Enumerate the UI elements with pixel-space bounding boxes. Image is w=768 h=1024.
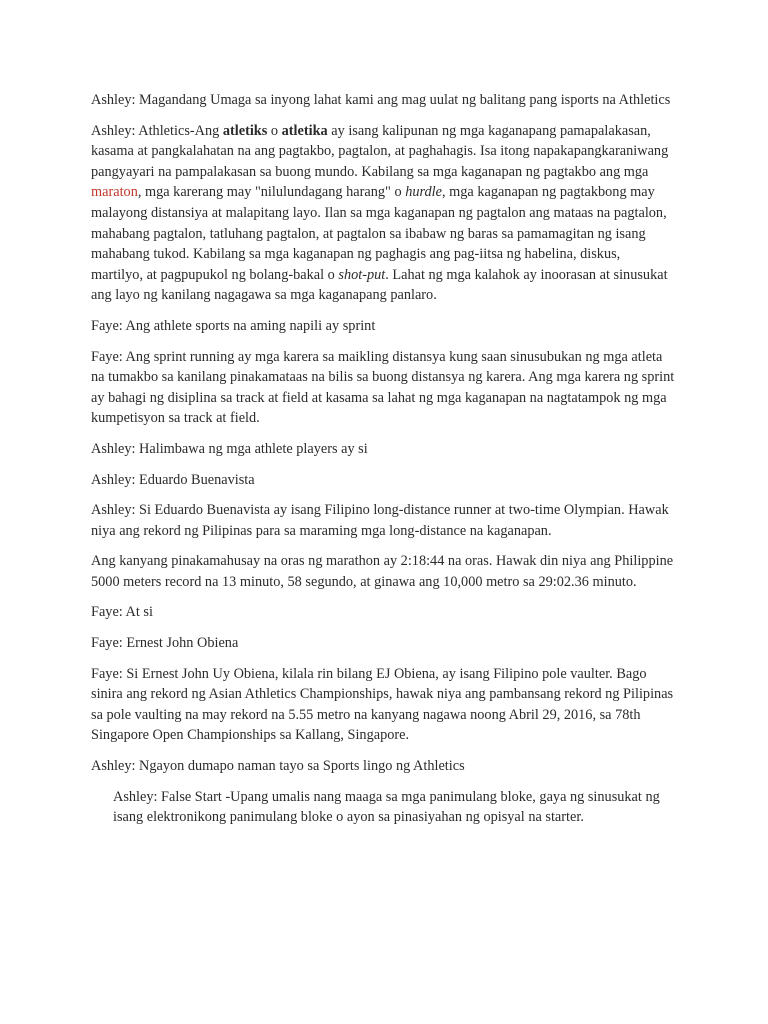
- paragraph-intro: Ashley: Magandang Umaga sa inyong lahat kami ang mag uulat ng balitang pang isports na Athletics: [91, 92, 671, 108]
- text-segment: . Lahat ng mga kalahok ay inoorasan at sinusukat ang layo ng kanilang nagagawa sa mga kaganapang panlaro.: [91, 266, 668, 304]
- paragraph-obiena-bio: Faye: Si Ernest John Uy Obiena, kilala rin bilang EJ Obiena, ay isang Filipino pole vaulter. Bago sinira ang rekord ng Asian Athletics Championships, hawak niya ang pambansang rekord ng Pilipinas sa pole vaulting na may rekord na 5.55 metro na kanyang nagawa noong Abril 29, 2016, sa 78th Singapore Open Championships sa Kallang, Singapore.: [91, 665, 674, 744]
- paragraph-athlete-name-2: Faye: Ernest John Obiena: [91, 635, 239, 652]
- term-atletiks: atletiks: [222, 122, 268, 139]
- paragraph-buenavista-bio: Ashley: Si Eduardo Buenavista ay isang Filipino long-distance runner at two-time Olympian. Hawak niya ang rekord ng Pilipinas para sa maraming mga long-distance na kaganapan.: [91, 502, 669, 539]
- term-atletika: atletika: [281, 122, 328, 139]
- term-hurdle: hurdle: [405, 184, 442, 201]
- paragraph-sport-choice: Faye: Ang athlete sports na aming napili ay sprint: [91, 317, 376, 334]
- paragraph-athlete-name-1: Ashley: Eduardo Buenavista: [91, 471, 255, 488]
- text-segment: ay isang kalipunan ng mga kaganapang pamapalakasan, kasama at pangkalahatan na ang pagtakbo, pagtalon, at paghahagis. Isa itong napakapangkaraniwang pangyayari na pampalakasan sa buong mundo. Kabilang sa mga kaganapan ng pagtakbo ang mga: [91, 122, 669, 180]
- paragraph-example-intro: Ashley: Halimbawa ng mga athlete players ay si: [91, 440, 368, 457]
- document-body: [91, 90, 675, 838]
- paragraph-sprint-definition: Faye: Ang sprint running ay mga karera sa maikling distansya kung saan sinusubukan ng mga atleta na tumakbo sa kanilang pinakamataas na bilis sa buong distansya ng karera. Ang mga karera ng sprint ay bahagi ng disiplina sa track at field at kasama sa lahat ng mga kaganapan na nagtatampok ng mga kumpetisyon sa track at field.: [91, 348, 675, 427]
- paragraph-false-start: Ashley: False Start -Upang umalis nang maaga sa mga panimulang bloke, gaya ng sinusukat ng isang elektronikong panimulang bloke o ayon sa pinasiyahan ng opisyal na starter.: [113, 788, 660, 826]
- text-segment: , mga kaganapan ng pagtakbong may malayong distansiya at malapitang layo. Ilan sa mga kaganapan ng pagtalon ang mataas na pagtalon, mahabang pagtalon, tatluhang pagtalon, at pagtalon sa ibabaw ng baras sa pamamagitan ng isang mahabang tukod. Kabilang sa mga kaganapan ng paghagis ang pag-iitsa ng habelina, diskus, martilyo, at pagpupukol ng bolang-bakal o: [91, 184, 667, 283]
- term-shot-put: shot-put: [338, 266, 386, 283]
- paragraph-buenavista-records: Ang kanyang pinakamahusay na oras ng marathon ay 2:18:44 na oras. Hawak din niya ang Philippine 5000 meters record na 13 minuto, 58 segundo, at ginawa ang 10,000 metro sa 29:02.36 minuto.: [91, 553, 674, 590]
- paragraph-sports-lingo-intro: Ashley: Ngayon dumapo naman tayo sa Sports lingo ng Athletics: [91, 758, 465, 775]
- link-maraton[interactable]: maraton: [91, 184, 138, 201]
- text-segment: o: [267, 122, 282, 139]
- paragraph-athletics-definition: [91, 121, 675, 306]
- text-segment: , mga karerang may "nilulundagang harang" o: [137, 184, 406, 201]
- text-segment: Ashley: Athletics-Ang: [91, 122, 223, 139]
- paragraph-next-athlete: Faye: At si: [91, 604, 153, 621]
